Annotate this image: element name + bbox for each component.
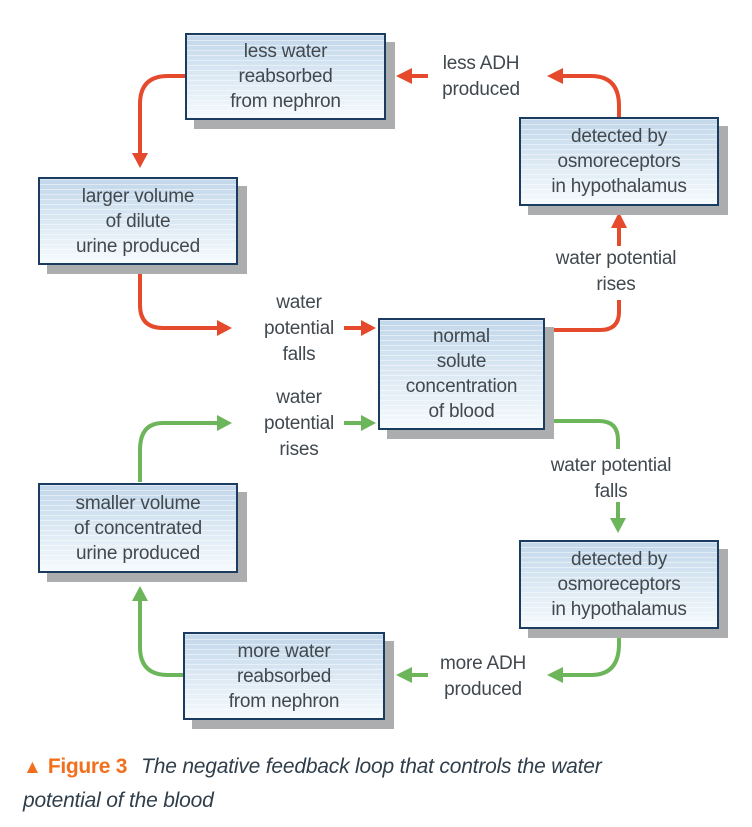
box-normal-solute-concentration (378, 318, 545, 430)
box-text-line: from nephron (228, 690, 340, 712)
label-line: water potential (550, 455, 672, 476)
box-smaller-volume-urine (38, 483, 238, 573)
label-line: water (276, 292, 322, 313)
box-text-line: larger volume (81, 185, 195, 207)
label-line: more ADH (439, 653, 527, 674)
label-line: rises (279, 439, 319, 460)
label-line: potential (263, 413, 335, 434)
label-line: less ADH (442, 53, 520, 74)
label-water-potential-rises-left (264, 385, 334, 463)
green-arrowhead-right-2 (361, 415, 376, 431)
green-arrow-smaller-volume-to-rises (140, 423, 217, 482)
red-arrowhead-right-2 (361, 320, 376, 336)
green-arrowhead-up (132, 586, 148, 601)
label-line: rises (596, 274, 636, 295)
box-text-line: osmoreceptors (557, 574, 681, 595)
label-line: falls (282, 344, 316, 365)
red-arrowhead-down (132, 153, 148, 168)
box-text-line: normal (433, 326, 490, 347)
label-line: produced (444, 679, 522, 700)
box-text-line: solute (436, 351, 487, 372)
red-arrow-normal-to-rises (546, 300, 619, 330)
label-more-adh-produced (440, 651, 526, 703)
box-text-line: detected by (570, 549, 668, 570)
label-line: water potential (555, 248, 677, 269)
box-text-line: detected by (570, 126, 668, 147)
green-arrowhead-right-1 (217, 415, 232, 431)
red-arrowhead-right-1 (217, 320, 232, 336)
label-line: produced (442, 79, 520, 100)
box-text-line: urine produced (76, 542, 200, 564)
label-line: water (276, 387, 322, 408)
green-arrow-more-water-to-smaller-volume (140, 601, 184, 675)
red-arrowhead-left-1 (547, 68, 563, 84)
box-text-line: in hypothalamus (551, 176, 687, 197)
label-water-potential-rises-top (556, 246, 677, 298)
box-larger-volume-urine (38, 177, 238, 265)
green-arrowhead-left-1 (547, 667, 563, 683)
box-text-line: reabsorbed (236, 665, 332, 687)
label-water-potential-falls-right (551, 453, 672, 505)
box-text-line: of dilute (105, 210, 171, 232)
caption-line-1: The negative feedback loop that controls the water (141, 755, 602, 778)
red-arrowhead-up (611, 212, 627, 228)
box-more-water-reabsorbed (183, 632, 385, 720)
box-osmoreceptors-bottom (519, 540, 719, 629)
red-arrowhead-left-2 (396, 68, 412, 84)
green-arrowhead-left-2 (396, 667, 412, 683)
caption-line-2: potential of the blood (23, 789, 214, 812)
label-less-adh-produced (442, 51, 520, 103)
triangle-marker-icon: ▲ (23, 757, 42, 778)
box-text-line: of concentrated (74, 517, 202, 539)
green-arrow-osmoreceptors-to-more-adh (562, 630, 619, 675)
red-arrow-less-water-to-larger-volume (140, 76, 185, 153)
box-text-line: of blood (428, 401, 495, 422)
box-osmoreceptors-top (519, 117, 719, 206)
green-arrow-normal-to-falls (546, 421, 618, 449)
label-line: potential (263, 318, 335, 339)
box-text-line: more water (237, 640, 331, 662)
box-text-line: from nephron (230, 91, 341, 112)
box-text-line: smaller volume (75, 492, 201, 514)
red-arrow-osmoreceptors-to-less-adh (562, 76, 619, 118)
label-line: falls (594, 481, 628, 502)
box-text-line: concentration (405, 376, 518, 397)
red-arrow-larger-volume-to-falls (140, 274, 217, 328)
figure-number: Figure 3 (47, 755, 128, 778)
box-text-line: in hypothalamus (551, 599, 687, 620)
figure-caption (23, 750, 713, 817)
box-text-line: reabsorbed (238, 66, 333, 87)
box-less-water-reabsorbed (185, 33, 386, 120)
green-arrowhead-down (610, 518, 626, 533)
box-text-line: osmoreceptors (557, 151, 681, 172)
box-text-line: less water (243, 41, 328, 62)
box-text-line: urine produced (76, 235, 200, 257)
label-water-potential-falls-left (264, 290, 334, 368)
